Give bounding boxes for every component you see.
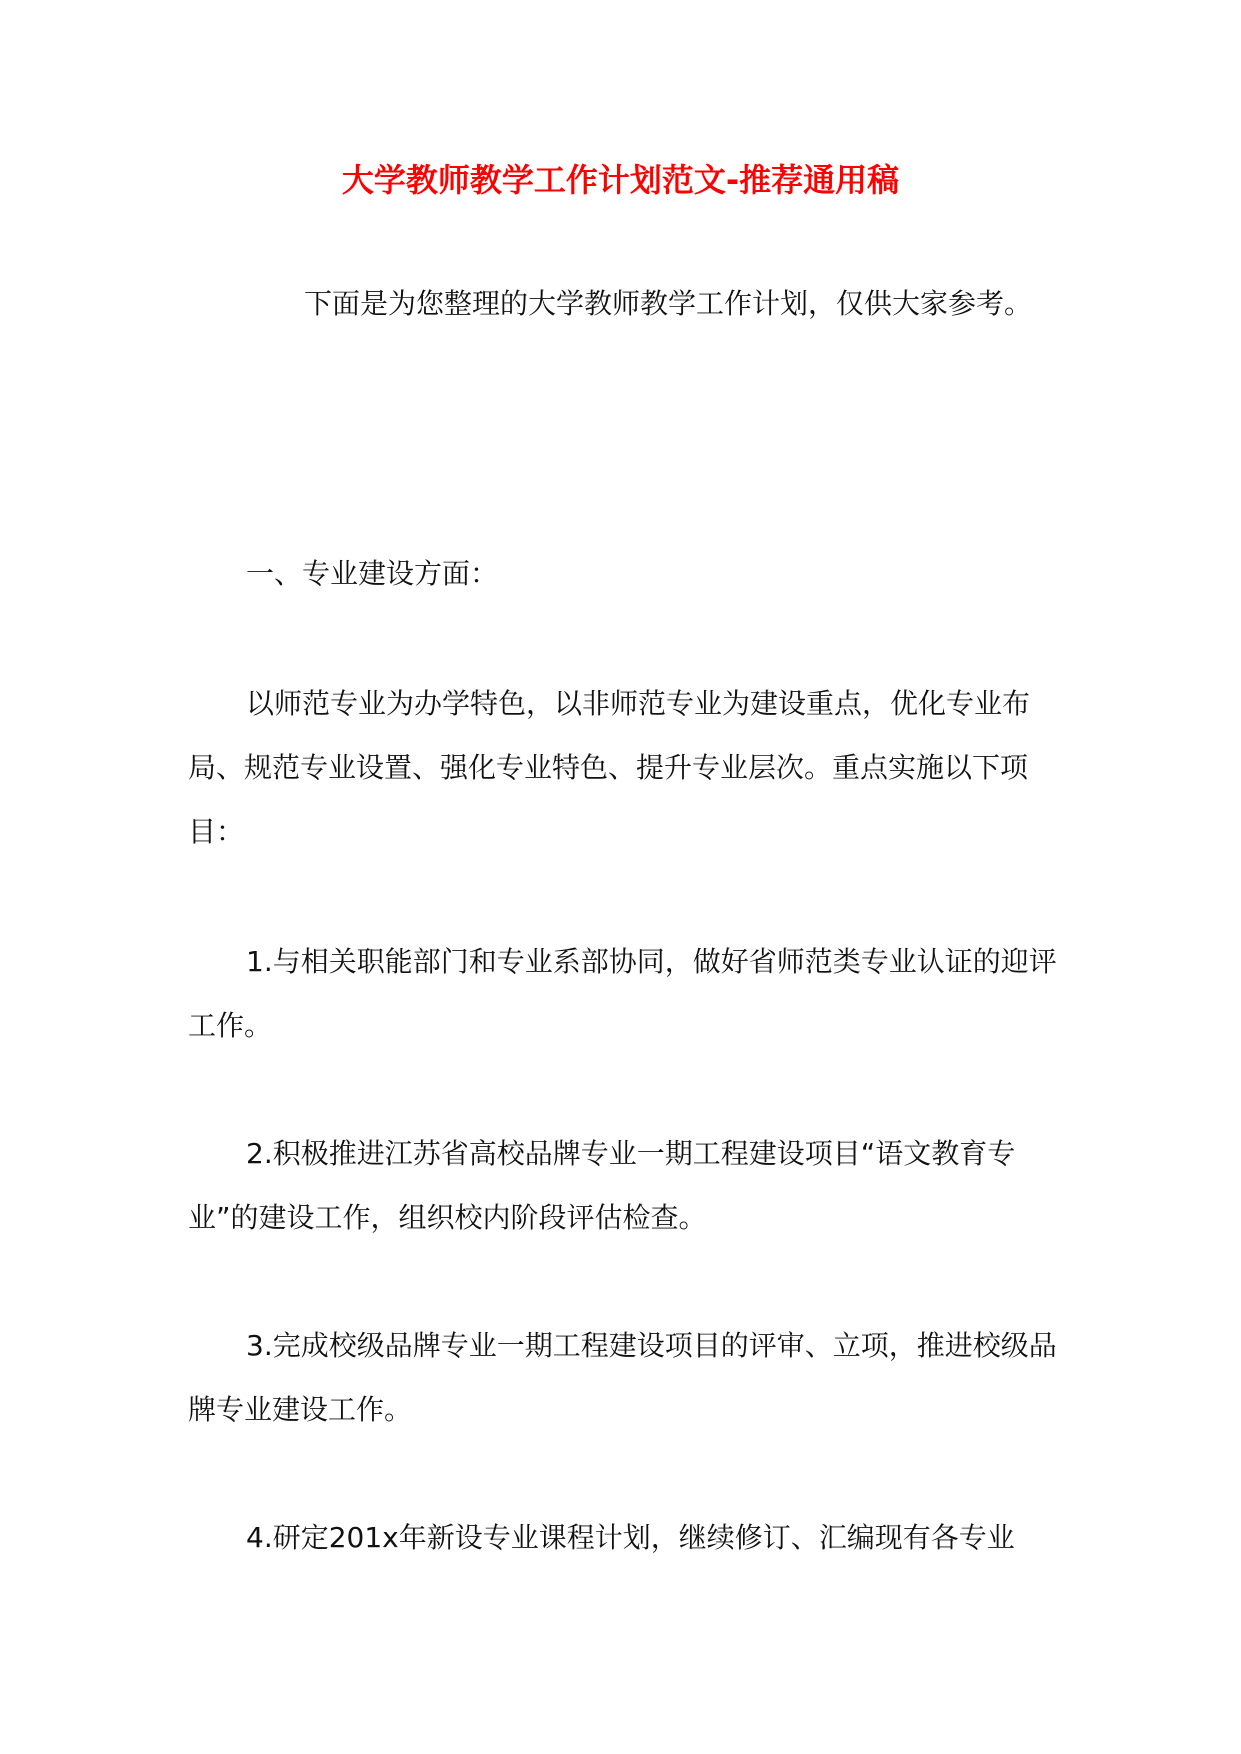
- list-item: 1.与相关职能部门和专业系部协同，做好省师范类专业认证的迎评工作。: [188, 945, 1057, 1042]
- body-paragraph: 以师范专业为办学特色，以非师范专业为建设重点，优化专业布局、规范专业设置、强化专业特色、提升专业层次。重点实施以下项目：: [188, 687, 1031, 848]
- document-title: 大学教师教学工作计划范文-推荐通用稿: [341, 161, 900, 199]
- section-heading: 一、专业建设方面：: [246, 557, 499, 590]
- list-item: 2.积极推进江苏省高校品牌专业一期工程建设项目“语文教育专业”的建设工作，组织校内阶段评估检查。: [188, 1137, 1016, 1234]
- intro-paragraph: 下面是为您整理的大学教师教学工作计划，仅供大家参考。: [304, 287, 1033, 320]
- list-item: 3.完成校级品牌专业一期工程建设项目的评审、立项，推进校级品牌专业建设工作。: [188, 1329, 1057, 1426]
- list-item: 4.研定201x年新设专业课程计划，继续修订、汇编现有各专业: [246, 1521, 1015, 1554]
